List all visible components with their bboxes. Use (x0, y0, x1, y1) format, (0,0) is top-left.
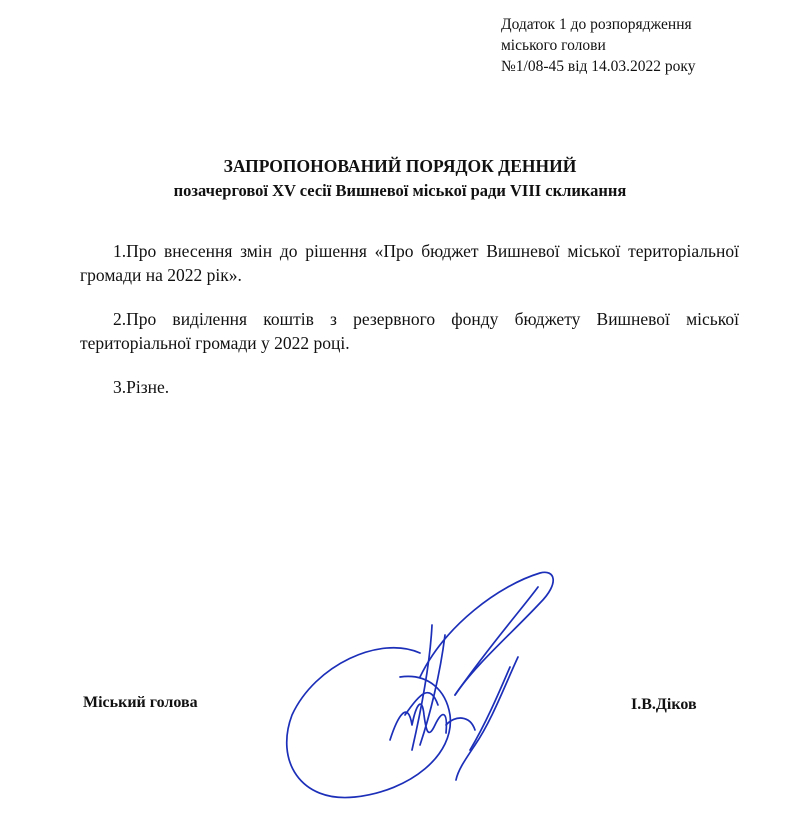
agenda-item-1: 1.Про внесення змін до рішення «Про бюджет Вишневої міської територіальної громади на 2022 рік». (80, 241, 739, 285)
annex-note (501, 14, 695, 77)
document-subtitle: позачергової XV сесії Вишневої міської ради VIII скликання (173, 181, 627, 200)
signatory-position: Міський голова (83, 694, 198, 711)
agenda-list (80, 239, 739, 419)
agenda-item-2: 2.Про виділення коштів з резервного фонду бюджету Вишневої міської територіальної громади у 2022 році. (80, 309, 739, 353)
annex-line-2: міського голови (501, 37, 606, 54)
agenda-item-3: 3.Різне. (113, 377, 170, 397)
handwritten-signature (270, 565, 570, 815)
annex-line-1: Додаток 1 до розпорядження (501, 16, 692, 33)
signatory-name: І.В.Діков (631, 696, 697, 713)
document-title: ЗАПРОПОНОВАНИЙ ПОРЯДОК ДЕННИЙ (223, 156, 577, 176)
annex-line-3: №1/08-45 від 14.03.2022 року (501, 58, 696, 75)
